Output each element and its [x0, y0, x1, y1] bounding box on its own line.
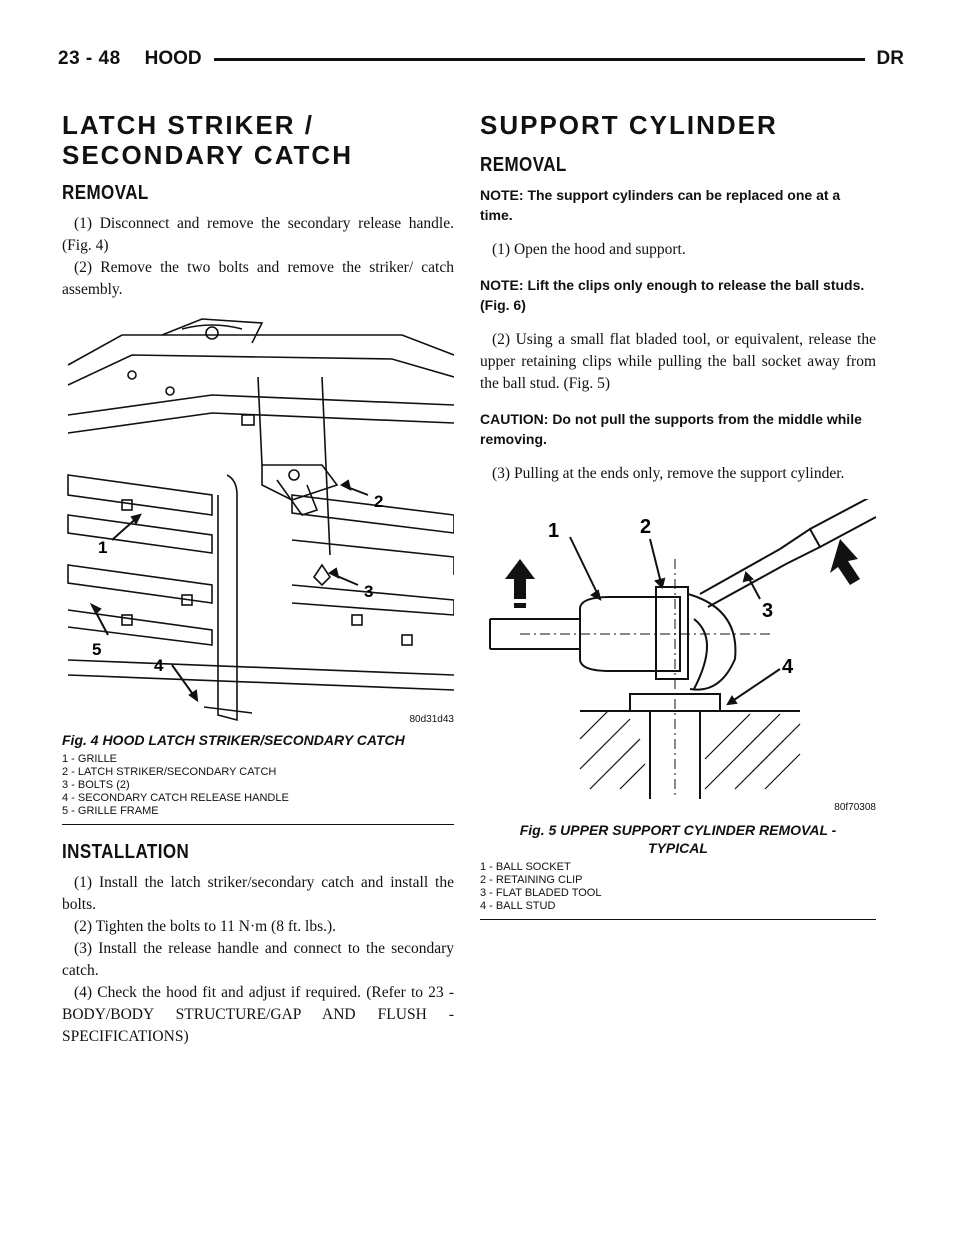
figure-5: [480, 499, 876, 813]
hood-latch-illustration: [62, 315, 454, 725]
caption-line-2: TYPICAL: [648, 840, 708, 856]
figure-4-legend: [62, 753, 454, 818]
figure-4-caption: Fig. 4 HOOD LATCH STRIKER/SECONDARY CATCH: [62, 732, 405, 748]
callout-5: 5: [92, 640, 102, 659]
figure-4: [62, 315, 454, 725]
removal-step-2: (2) Remove the two bolts and remove the striker/ catch assembly.: [62, 259, 454, 298]
legend-item: 4 - BALL STUD: [480, 900, 556, 912]
legend-item: 2 - LATCH STRIKER/SECONDARY CATCH: [62, 766, 277, 778]
figure-4-code: 80d31d43: [409, 714, 454, 725]
right-column: [480, 110, 876, 920]
callout-3: 3: [762, 600, 774, 622]
callout-4: 4: [782, 656, 794, 678]
support-cylinder-title: SUPPORT CYLINDER: [480, 110, 778, 140]
installation-step-1: (1) Install the latch striker/secondary catch and install the bolts.: [62, 874, 454, 913]
note-2: NOTE: Lift the clips only enough to release the ball studs. (Fig. 6): [480, 277, 865, 313]
legend-item: 3 - BOLTS (2): [62, 779, 130, 791]
section-name: HOOD: [144, 48, 202, 69]
installation-step-3: (3) Install the release handle and connect to the secondary catch.: [62, 940, 454, 979]
callout-2: 2: [640, 516, 652, 538]
support-cylinder-illustration: [480, 499, 876, 799]
legend-item: 4 - SECONDARY CATCH RELEASE HANDLE: [62, 792, 289, 804]
title-line-2: SECONDARY CATCH: [62, 140, 353, 170]
title-line-1: LATCH STRIKER /: [62, 110, 314, 140]
legend-item: 1 - BALL SOCKET: [480, 861, 571, 873]
header-rule: [214, 58, 865, 61]
model-code: DR: [876, 48, 904, 69]
figure-5-code: 80f70308: [834, 802, 876, 813]
removal-step-1: (1) Disconnect and remove the secondary release handle. (Fig. 4): [62, 215, 454, 254]
note-1: NOTE: The support cylinders can be replaced one at a time.: [480, 187, 841, 223]
page-number: 23 - 48: [58, 48, 121, 69]
latch-striker-title: [62, 110, 454, 170]
figure-5-caption: [480, 821, 876, 857]
callout-4: 4: [154, 656, 164, 675]
installation-step-2: (2) Tighten the bolts to 11 N·m (8 ft. lbs.).: [74, 918, 337, 935]
legend-item: 2 - RETAINING CLIP: [480, 874, 583, 886]
step-2: (2) Using a small flat bladed tool, or equivalent, release the upper retaining clips while pulling the ball socket away from the ball stud. (Fig. 5): [480, 331, 876, 392]
callout-1: 1: [548, 520, 560, 542]
figure-5-legend: [480, 861, 876, 913]
step-3: (3) Pulling at the ends only, remove the support cylinder.: [492, 465, 845, 482]
removal-heading: REMOVAL: [480, 154, 567, 176]
callout-1: 1: [98, 538, 108, 557]
installation-step-4: (4) Check the hood fit and adjust if required. (Refer to 23 - BODY/BODY STRUCTURE/GAP AND FLUSH - SPECIFICATIONS): [62, 984, 454, 1045]
caption-line-1: Fig. 5 UPPER SUPPORT CYLINDER REMOVAL -: [519, 822, 837, 838]
legend-item: 3 - FLAT BLADED TOOL: [480, 887, 602, 899]
removal-heading: REMOVAL: [62, 182, 149, 204]
legend-item: 5 - GRILLE FRAME: [62, 805, 159, 817]
installation-heading: INSTALLATION: [62, 841, 190, 863]
legend-item: 1 - GRILLE: [62, 753, 118, 765]
callout-2: 2: [374, 492, 384, 511]
callout-3: 3: [364, 582, 374, 601]
left-column: [62, 110, 454, 1048]
figure-4-rule: [62, 824, 454, 825]
page-header: [58, 44, 904, 74]
figure-5-rule: [480, 919, 876, 920]
step-1: (1) Open the hood and support.: [492, 241, 686, 258]
caution: CAUTION: Do not pull the supports from the middle while removing.: [480, 411, 862, 447]
